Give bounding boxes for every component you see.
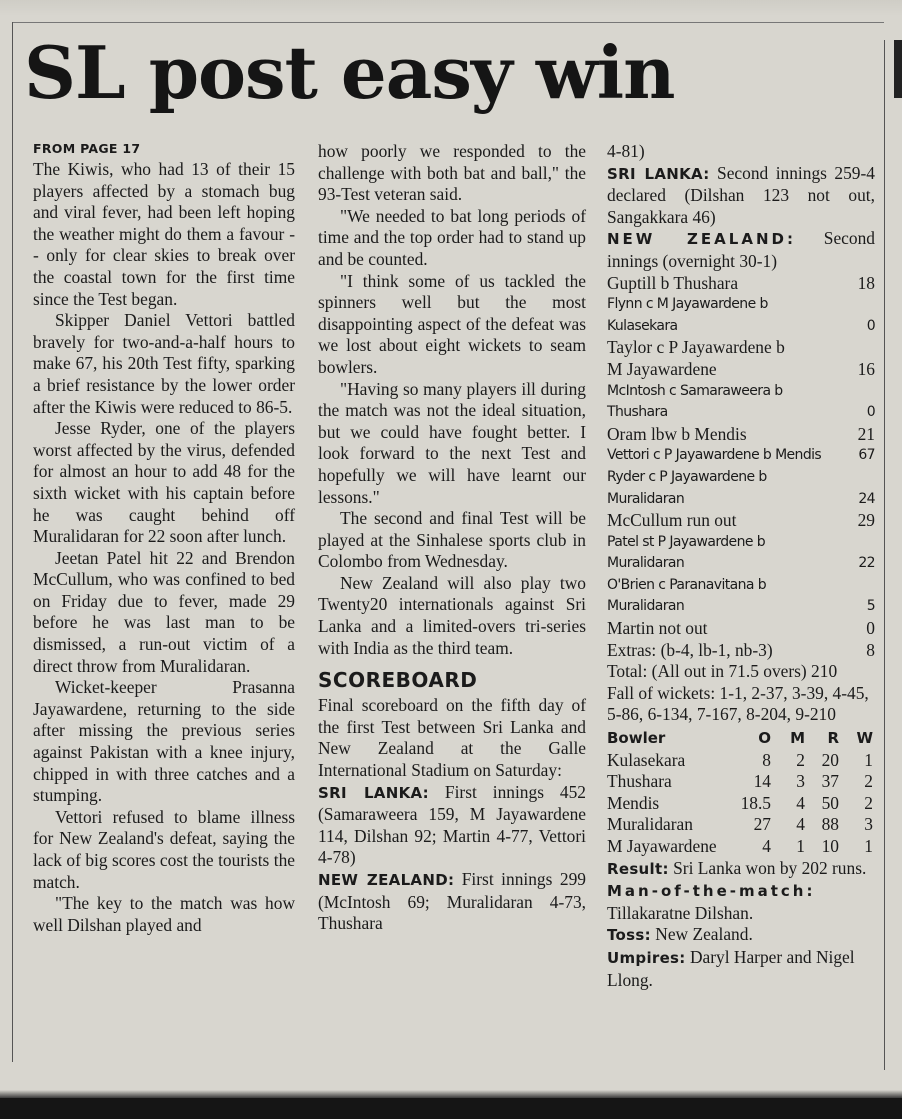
batsman-cont: Muralidaran <box>607 555 685 572</box>
kicker-from-page: FROM PAGE 17 <box>33 141 141 156</box>
man-of-the-match-line <box>607 880 875 924</box>
header-cell: R <box>827 729 839 748</box>
toss-line <box>607 924 875 947</box>
batsman: Taylor c P Jayawardene b <box>607 337 785 358</box>
runs-conceded: 20 <box>821 749 839 770</box>
paragraph: "I think some of us tackled the spinners well but the most disappointing aspect of the defeat was we lost about eight wickets to seam bowlers. <box>318 270 586 377</box>
batsman: Patel st P Jayawardene b <box>607 533 765 550</box>
bowler: Mendis <box>607 792 660 813</box>
batsman: McCullum run out <box>607 510 737 531</box>
runs: 29 <box>857 510 875 531</box>
maidens: 2 <box>796 749 805 770</box>
innings-text: Second innings 259-4 declared (Dilshan 123 not out, Sangakkara 46) <box>607 162 875 227</box>
result-line <box>607 858 875 881</box>
batting-row <box>607 294 875 316</box>
runs: 5 <box>866 598 875 615</box>
batsman: Martin not out <box>607 618 708 639</box>
motm-label: Man-of-the-match: <box>607 882 816 901</box>
motm-text: Tillakaratne Dilshan. <box>607 902 754 923</box>
batting-row <box>607 596 875 618</box>
batting-row <box>607 424 875 446</box>
scoreboard-heading: SCOREBOARD <box>318 668 478 693</box>
adjacent-article-edge <box>894 40 902 98</box>
bowling-row <box>607 793 875 815</box>
bowling-row <box>607 750 875 772</box>
result-text: Sri Lanka won by 202 runs. <box>673 857 867 878</box>
maidens: 4 <box>796 792 805 813</box>
toss-label: Toss: <box>607 926 651 945</box>
runs-conceded: 50 <box>821 792 839 813</box>
innings-text: Second innings (overnight 30-1) <box>607 228 875 271</box>
team-label: NEW ZEALAND: <box>607 230 796 249</box>
innings-text: First innings 299 (McIntosh 69; Muralidaran 4-73, Thushara <box>318 869 586 934</box>
bowler: M Jayawardene <box>607 836 717 856</box>
paragraph: "Having so many players ill during the match was not the ideal situation, but we could have fought better. I look forward to the next Test and hopefully we will have learnt our lessons." <box>318 378 586 507</box>
bowling-row <box>607 814 875 836</box>
batsman: O'Brien c Paranavitana b <box>607 576 767 593</box>
right-column-rule <box>884 40 885 1070</box>
runs: 24 <box>858 490 875 507</box>
extras-label: Extras: (b-4, lb-1, nb-3) <box>607 639 773 660</box>
team-label: SRI LANKA: <box>318 783 429 802</box>
bowling-table <box>607 728 875 858</box>
batsman-cont: Kulasekara <box>607 317 678 334</box>
runs: 0 <box>866 404 875 421</box>
runs: 21 <box>857 423 875 444</box>
bowling-row <box>607 836 875 858</box>
total-line: Total: (All out in 71.5 overs) 210 <box>607 661 838 682</box>
header-cell: M <box>790 729 805 748</box>
batting-row <box>607 532 875 554</box>
batting-row <box>607 445 875 467</box>
previous-article-clipped-line <box>0 0 902 16</box>
bowler: Muralidaran <box>607 814 693 835</box>
page-bottom-edge <box>0 1098 902 1119</box>
toss-text: New Zealand. <box>655 924 753 945</box>
scoreboard-column <box>607 141 875 991</box>
extras-row <box>607 640 875 662</box>
runs-conceded: 10 <box>821 836 839 856</box>
bowling-row <box>607 771 875 793</box>
maidens: 1 <box>796 836 805 856</box>
batting-row <box>607 337 875 359</box>
top-rule <box>12 22 884 23</box>
continued-text: 4-81) <box>607 141 645 161</box>
bowling-header-row <box>607 728 875 750</box>
header-cell: W <box>856 729 873 748</box>
sl-first-innings <box>318 782 586 869</box>
paragraph: Vettori refused to blame illness for New Zealand's defeat, saying the lack of big scores cost the tourists the match. <box>33 806 295 892</box>
team-label: SRI LANKA: <box>607 164 710 183</box>
umpires-line <box>607 947 875 991</box>
batsman: McIntosh c Samaraweera b <box>607 382 783 399</box>
paragraph: Wicket-keeper Prasanna Jayawardene, returning to the side after missing the previous series against Pakistan with a knee injury, chipped in with three catches and a stumping. <box>33 677 295 806</box>
overs: 8 <box>762 749 771 770</box>
batting-row <box>607 618 875 640</box>
maidens: 3 <box>796 771 805 792</box>
sl-second-innings <box>607 163 875 229</box>
batsman: Oram lbw b Mendis <box>607 423 747 444</box>
umpires-text: Daryl Harper and Nigel Llong. <box>607 946 855 990</box>
header-cell: O <box>758 729 771 748</box>
runs: 18 <box>857 272 875 293</box>
batsman-cont: Muralidaran <box>607 598 685 615</box>
wickets: 2 <box>864 771 873 792</box>
batsman: Guptill b Thushara <box>607 272 739 293</box>
batting-row <box>607 575 875 597</box>
batsman-cont: Muralidaran <box>607 490 685 507</box>
team-label: NEW ZEALAND: <box>318 871 455 889</box>
paragraph: New Zealand will also play two Twenty20 internationals against Sri Lanka and a limited-overs tri-series with India as the third team. <box>318 572 586 658</box>
batsman: Ryder c P Jayawardene b <box>607 468 767 485</box>
batsman: Flynn c M Jayawardene b <box>607 296 768 313</box>
batting-row <box>607 359 875 381</box>
paragraph: Skipper Daniel Vettori battled bravely for two-and-a-half hours to make 67, his 20th Test fifty, sparking a brief resistance by the lower order after the Kiwis were reduced to 86-5. <box>33 310 295 417</box>
article-column-1 <box>33 141 295 936</box>
runs: 22 <box>858 555 875 572</box>
nz-second-innings <box>607 228 875 272</box>
batting-row <box>607 273 875 295</box>
runs: 16 <box>857 358 875 379</box>
batting-row <box>607 467 875 489</box>
runs: 67 <box>858 447 875 464</box>
header-cell: Bowler <box>607 729 666 748</box>
batsman: Vettori c P Jayawardene b Mendis <box>607 447 822 464</box>
fall-of-wickets: Fall of wickets: 1-1, 2-37, 3-39, 4-45, 5-86, 6-134, 7-167, 8-204, 9-210 <box>607 682 869 725</box>
article-column-2 <box>318 141 586 935</box>
wickets: 3 <box>864 814 873 835</box>
runs: 0 <box>866 618 875 639</box>
batting-card <box>607 273 875 726</box>
maidens: 4 <box>796 814 805 835</box>
paragraph: The second and final Test will be played at the Sinhalese sports club in Colombo from Wednesday. <box>318 508 586 572</box>
overs: 4 <box>762 836 771 856</box>
runs-conceded: 37 <box>821 771 839 792</box>
wickets: 2 <box>864 792 873 813</box>
batting-row <box>607 553 875 575</box>
batting-row <box>607 402 875 424</box>
scoreboard-intro: Final scoreboard on the fifth day of the first Test between Sri Lanka and New Zealand at the Galle International Stadium on Saturday: <box>318 695 586 781</box>
batsman-cont: Thushara <box>607 404 668 421</box>
extras-value: 8 <box>866 639 875 660</box>
wickets: 1 <box>864 749 873 770</box>
innings-text: First innings 452 (Samaraweera 159, M Jayawardene 114, Dilshan 92; Martin 4-77, Vettori 4-78) <box>318 781 586 868</box>
overs: 18.5 <box>740 792 771 813</box>
nz-first-innings <box>318 869 586 935</box>
batting-row <box>607 381 875 403</box>
paragraph: how poorly we responded to the challenge with both bat and ball," the 93-Test veteran said. <box>318 141 586 205</box>
result-label: Result: <box>607 859 669 878</box>
batting-row <box>607 510 875 532</box>
paragraph: Jeetan Patel hit 22 and Brendon McCullum, who was confined to bed on Friday due to fever, made 29 before he was last man to be dismissed, a run-out victim of a direct throw from Muralidaran. <box>33 547 295 676</box>
batsman-cont: M Jayawardene <box>607 358 717 379</box>
wickets: 1 <box>864 836 873 856</box>
batting-row <box>607 489 875 511</box>
paragraph: "The key to the match was how well Dilshan played and <box>33 893 295 935</box>
runs-conceded: 88 <box>821 814 839 835</box>
paragraph: "We needed to bat long periods of time and the top order had to stand up and be counted. <box>318 205 586 269</box>
left-column-rule <box>12 22 13 1062</box>
bowler: Kulasekara <box>607 749 686 770</box>
batting-row <box>607 316 875 338</box>
paragraph: Jesse Ryder, one of the players worst affected by the virus, defended for almost an hour to add 48 for the sixth wicket with his captain before he was caught behind off Muralidaran for 22 soon after lunch. <box>33 418 295 547</box>
headline: SL post easy win <box>24 30 675 115</box>
runs: 0 <box>866 317 875 334</box>
paragraph: The Kiwis, who had 13 of their 15 players affected by a stomach bug and viral fever, had been left hoping the weather might do them a favour -- only for clear skies to break over the coastal town for the first time since the Test began. <box>33 159 295 309</box>
overs: 14 <box>753 771 771 792</box>
bowler: Thushara <box>607 771 672 792</box>
overs: 27 <box>753 814 771 835</box>
umpires-label: Umpires: <box>607 948 686 967</box>
